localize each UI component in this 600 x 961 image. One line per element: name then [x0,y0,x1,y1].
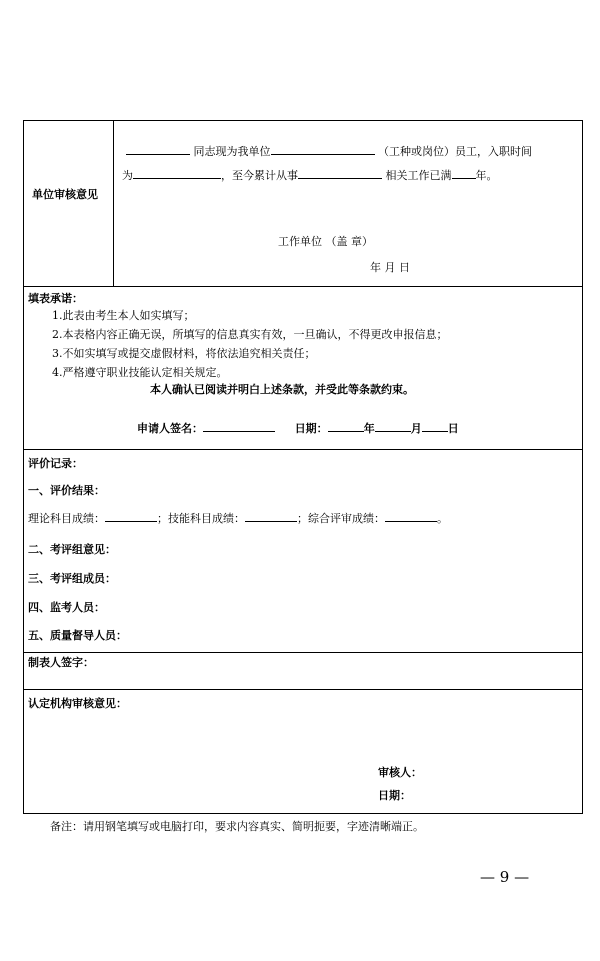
page-number: — 9 — [480,868,530,886]
applicant-signature-blank[interactable] [203,420,275,432]
application-form [23,120,583,814]
name-blank[interactable] [126,143,190,155]
agency-review-label: 认定机构审核意见： [28,697,127,710]
panel-members: 三、考评组成员： [28,572,116,585]
scores-row: 理论科目成绩： ；技能科目成绩： ；综合评审成绩： 。 [28,512,448,525]
position-blank[interactable] [271,143,375,155]
pledge-section [24,286,582,450]
hire-date-blank[interactable] [133,167,221,179]
unit-review-section [24,121,582,287]
pledge-item: 2.本表格内容正确无误，所填写的信息真实有效，一旦确认，不得更改申报信息； [52,328,448,341]
evaluation-section [24,449,582,653]
reviewer-label: 审核人： [378,766,422,779]
maker-section [24,652,582,690]
evaluation-title: 评价记录： [28,457,83,470]
review-date-label: 日期： [378,789,411,802]
column-divider [113,121,114,286]
overall-score-blank[interactable] [385,510,437,522]
seal-label: 工作单位 （盖 章） [278,235,373,248]
maker-signature-label: 制表人签字： [28,656,94,669]
years-blank[interactable] [452,167,476,179]
pledge-signature-row: 申请人签名： 日期： 年 月 日 [137,422,459,435]
unit-review-line-1: 同志现为我单位 （工种或岗位）员工，入职时间 [126,143,532,159]
pledge-item: 4.严格遵守职业技能认定相关规定。 [52,366,228,379]
footnote: 备注：请用钢笔填写或电脑打印，要求内容真实、简明扼要，字迹清晰端正。 [50,820,424,833]
proctors: 四、监考人员： [28,601,105,614]
pledge-title: 填表承诺： [28,292,83,305]
skill-score-blank[interactable] [245,510,297,522]
unit-review-line-2: 为 ，至今累计从事 相关工作已满 年。 [122,169,498,182]
pledge-item: 1.此表由考生本人如实填写； [52,309,195,322]
unit-review-label: 单位审核意见 [32,188,98,201]
quality-supervisors: 五、质量督导人员： [28,629,127,642]
pledge-item: 3.不如实填写或提交虚假材料，将依法追究相关责任； [52,347,316,360]
theory-score-blank[interactable] [105,510,157,522]
sign-month-blank[interactable] [375,420,411,432]
panel-opinion: 二、考评组意见： [28,543,116,556]
sign-year-blank[interactable] [328,420,364,432]
pledge-confirm: 本人确认已阅读并明白上述条款，并受此等条款约束。 [150,383,414,396]
sign-day-blank[interactable] [422,420,448,432]
agency-review-section [24,689,582,815]
evaluation-result: 一、评价结果： [28,484,105,497]
unit-review-date: 年 月 日 [370,261,410,274]
occupation-blank[interactable] [298,167,382,179]
